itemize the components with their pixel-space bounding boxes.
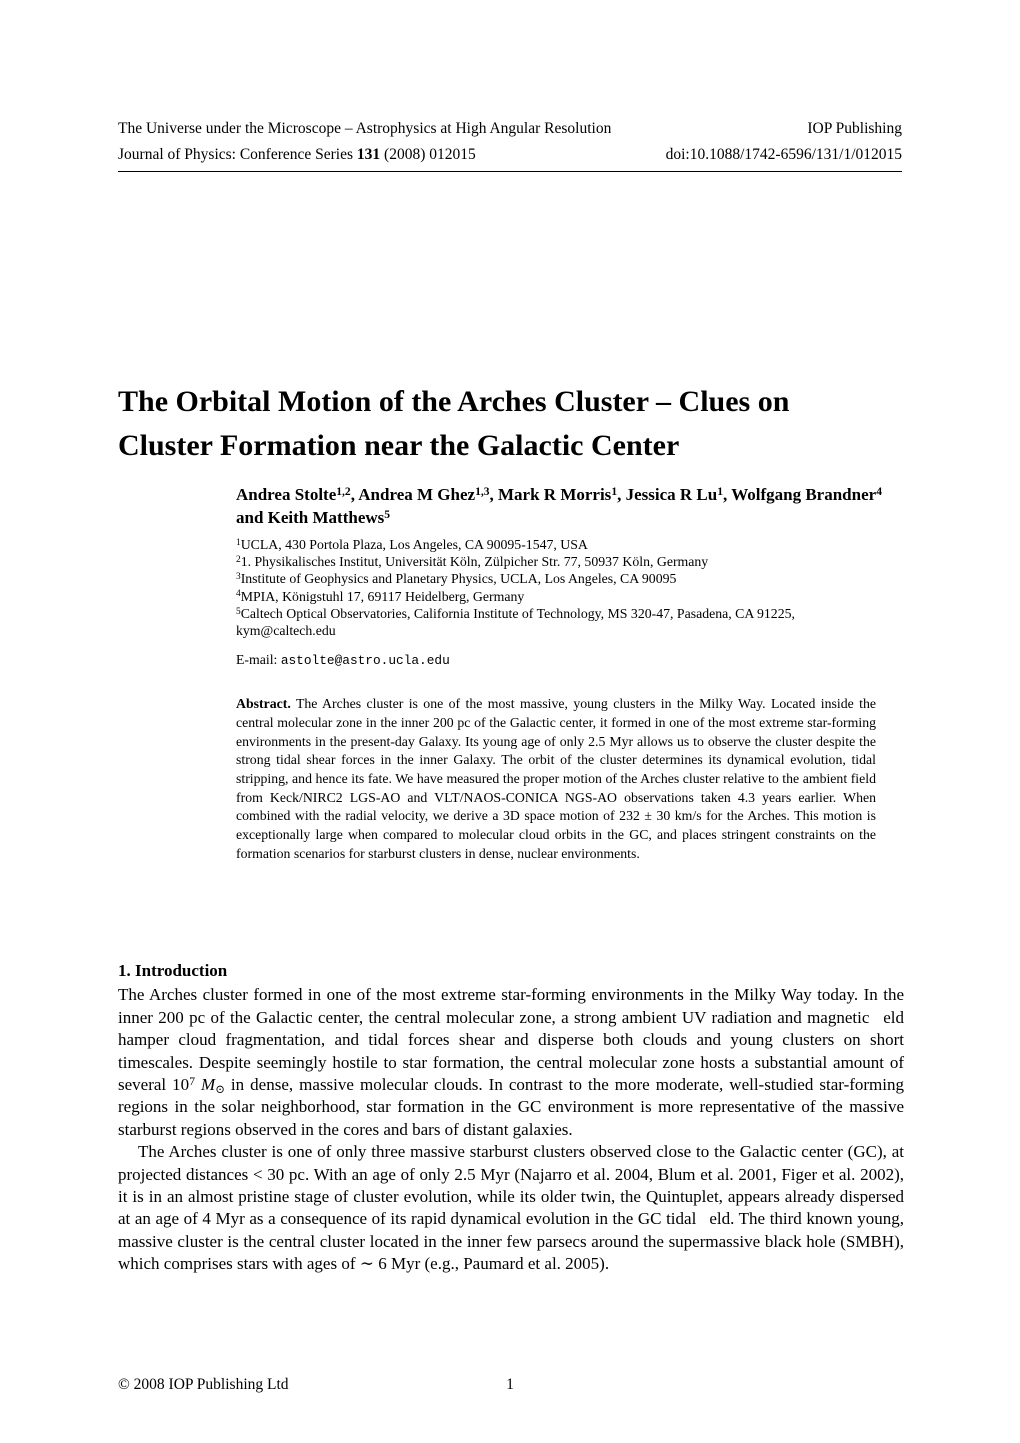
page-number: 1 [506, 1376, 514, 1393]
affiliation-2: $^2$1. Physikalisches Institut, Universität Köln, Zülpicher Str. 77, 50937 Köln, Germany [236, 554, 709, 570]
front-matter [236, 483, 886, 864]
paper-title-line-1: The Orbital Motion of the Arches Cluster – Clues on [118, 385, 790, 418]
affiliation-1: $^1$UCLA, 430 Portola Plaza, Los Angeles, CA 90095-1547, USA [236, 537, 588, 552]
email-line: E-mail: astolte@astro.ucla.edu [236, 652, 450, 669]
header-row-1 [118, 116, 902, 142]
header-rule [118, 171, 902, 172]
publisher-name: IOP Publishing [807, 120, 902, 137]
copyright-notice: © 2008 IOP Publishing Ltd [118, 1376, 289, 1393]
page-footer [118, 1374, 902, 1396]
article-body [118, 960, 904, 1276]
journal-citation: Journal of Physics: Conference Series 131 (2008) 012015 [118, 146, 476, 163]
intro-paragraph-1: The Arches cluster formed in one of the most extreme star-forming environments in the Milky Way today. In the inner 200 pc of the Galactic center, the central molecular zone, a strong ambient UV radiation and magnetic eld hamper cloud fragmentation, and tidal forces shear and disperse both clouds and young clusters on short timescales. Despite seemingly hostile to star formation, the central molecular zone hosts a substantial amount of several $10^7$ $M_⊙$ in dense, massive molecular clouds. In contrast to the more moderate, well-studied star-forming regions in the solar neighborhood, star formation in the GC environment is more representative of the massive starburst regions observed in the cores and bars of distant galaxies. [118, 985, 905, 1139]
author-list: Andrea Stolte$^{1,2}$, Andrea M Ghez$^{1,3}$, Mark R Morris$^1$, Jessica R Lu$^1$, Wolfgang Brandner$^4$ and Keith Matthews$^5$ [236, 484, 882, 527]
intro-paragraph-2: The Arches cluster is one of only three massive starburst clusters observed close to the Galactic center (GC), at projected distances < 30 pc. With an age of only 2.5 Myr (Najarro et al. 2004, Blum et al. 2001, Figer et al. 2002), it is in an almost pristine stage of cluster evolution, while its older twin, the Quintuplet, appears already dispersed at an age of 4 Myr as a consequence of its rapid dynamical evolution in the GC tidal eld. The third known young, massive cluster is the central cluster located in the inner few parsecs around the supermassive black hole (SMBH), which comprises stars with ages of ∼ 6 Myr (e.g., Paumard et al. 2005). [118, 1142, 904, 1274]
doi-text: doi:10.1088/1742-6596/131/1/012015 [665, 146, 902, 163]
affiliation-list [236, 536, 886, 639]
affiliation-5: $^5$Caltech Optical Observatories, California Institute of Technology, MS 320-47, Pasadena, CA 91225, kym@caltech.edu [236, 605, 795, 639]
abstract: Abstract. The Arches cluster is one of the most massive, young clusters in the Milky Way. Located inside the central molecular zone in the inner 200 pc of the Galactic center, it formed in one of the most extreme star-forming environments in the present-day Galaxy. Its young age of only 2.5 Myr allows us to observe the cluster despite the strong tidal shear forces in the inner Galaxy. The orbit of the cluster determines its dynamical evolution, tidal stripping, and hence its fate. We have measured the proper motion of the Arches cluster relative to the ambient field from Keck/NIRC2 LGS-AO and VLT/NAOS-CONICA NGS-AO observations taken 4.3 years earlier. When combined with the radial velocity, we derive a 3D space motion of 232 ± 30 km/s for the Arches. This motion is exceptionally large when compared to molecular cloud orbits in the GC, and places stringent constraints on the formation scenarios for starburst clusters in dense, nuclear environments. [236, 696, 876, 861]
page-header [118, 116, 902, 172]
header-row-2 [118, 142, 902, 168]
paper-title-line-2: Cluster Formation near the Galactic Center [118, 429, 680, 462]
paper-title [118, 380, 918, 468]
conference-title: The Universe under the Microscope – Astrophysics at High Angular Resolution [118, 120, 612, 137]
affiliation-4: $^4$MPIA, Königstuhl 17, 69117 Heidelberg, Germany [236, 588, 525, 604]
affiliation-3: $^3$Institute of Geophysics and Planetary Physics, UCLA, Los Angeles, CA 90095 [236, 571, 677, 587]
section-heading-introduction: 1. Introduction [118, 961, 228, 980]
